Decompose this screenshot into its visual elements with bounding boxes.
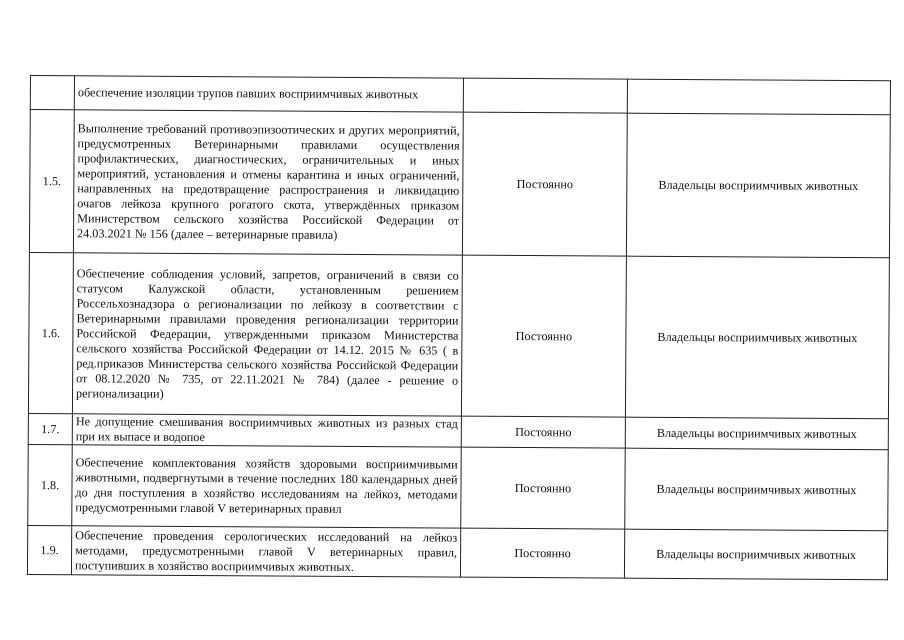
row-number: 1.7.: [28, 413, 72, 444]
row-responsible: Владельцы восприимчивых животных: [625, 448, 888, 531]
row-responsible: Владельцы восприимчивых животных: [626, 113, 890, 258]
row-description: [72, 445, 461, 528]
row-number: 1.5.: [29, 110, 74, 253]
row-responsible: Владельцы восприимчивых животных: [625, 256, 889, 419]
table-row: [29, 110, 890, 258]
row-description: [72, 253, 462, 416]
description-text: Выполнение требований противоэпизоотических и других мероприятий, предусмотренных Ветеринарными правилами осуществления профилактических, диагностических, ограничительных и иных мероприятий, установления и отмены карантина и иных ограничений, направленных на предотвращение распространения и ликвидацию очагов лейкоза крупного рогатого скота, утверждённых приказом Министерством сельского хозяйства Российской Федерации от 24.03.2021 № 156 (далее – ветеринарные правила): [76, 121, 460, 242]
description-text: Обеспечение соблюдения условий, запретов, ограничений в связи со статусом Калужской области, установленным решением Россельхознадзора о регионализации по лейкозу в соответствии с Ветеринарными правилами проведения регионализации территории Российской Федерации, утвержденными приказом Министерства сельского хозяйства Российской Федерации от 14.12. 2015 № 635 ( в ред.приказов Министерства сельского хозяйства Российской Федерации от 08.12.2020 № 735, от 22.11.2021 № 784) (далее - решение о регионализации): [76, 265, 459, 401]
measures-table: [27, 75, 891, 580]
table-row: [30, 76, 890, 115]
row-number: 1.6.: [28, 252, 73, 413]
row-description: [73, 110, 463, 255]
row-term: Постоянно: [461, 416, 625, 448]
row-responsible: Владельцы восприимчивых животных: [624, 529, 887, 580]
row-responsible: [627, 79, 890, 115]
description-text: Не допущение смешивания восприимчивых животных из разных стад при их выпасе и водопое: [75, 414, 458, 445]
row-description: [72, 414, 461, 447]
row-description: [71, 526, 460, 577]
description-text: Обеспечение проведения серологических исследований на лейкоз методами, предусмотренными главой V ветеринарных правил, поступивших в хозяйство восприимчивых животных.: [74, 527, 458, 574]
description-text: Обеспечение комплектования хозяйств здоровыми восприимчивыми животными, подвергнутыми в течение последних 180 календарных дней до дня поступления в хозяйство исследованиям на лейкоз, методами предусмотренными главой V ветеринарных правил: [75, 455, 458, 516]
table-row: [28, 444, 888, 530]
row-term: Постоянно: [460, 528, 624, 578]
row-number: [30, 76, 74, 110]
table-row: [28, 413, 888, 449]
row-term: Постоянно: [461, 447, 625, 529]
description-text: обеспечение изоляции трупов павших восприимчивых животных: [77, 85, 419, 102]
table-row: [28, 252, 889, 418]
row-term: Постоянно: [461, 255, 626, 417]
row-number: 1.9.: [27, 525, 71, 574]
row-number: 1.8.: [28, 444, 72, 525]
row-term: Постоянно: [462, 112, 627, 256]
row-responsible: Владельцы восприимчивых животных: [625, 417, 888, 450]
row-description: [74, 76, 463, 112]
row-term: [463, 78, 627, 113]
table-row: [27, 525, 887, 579]
